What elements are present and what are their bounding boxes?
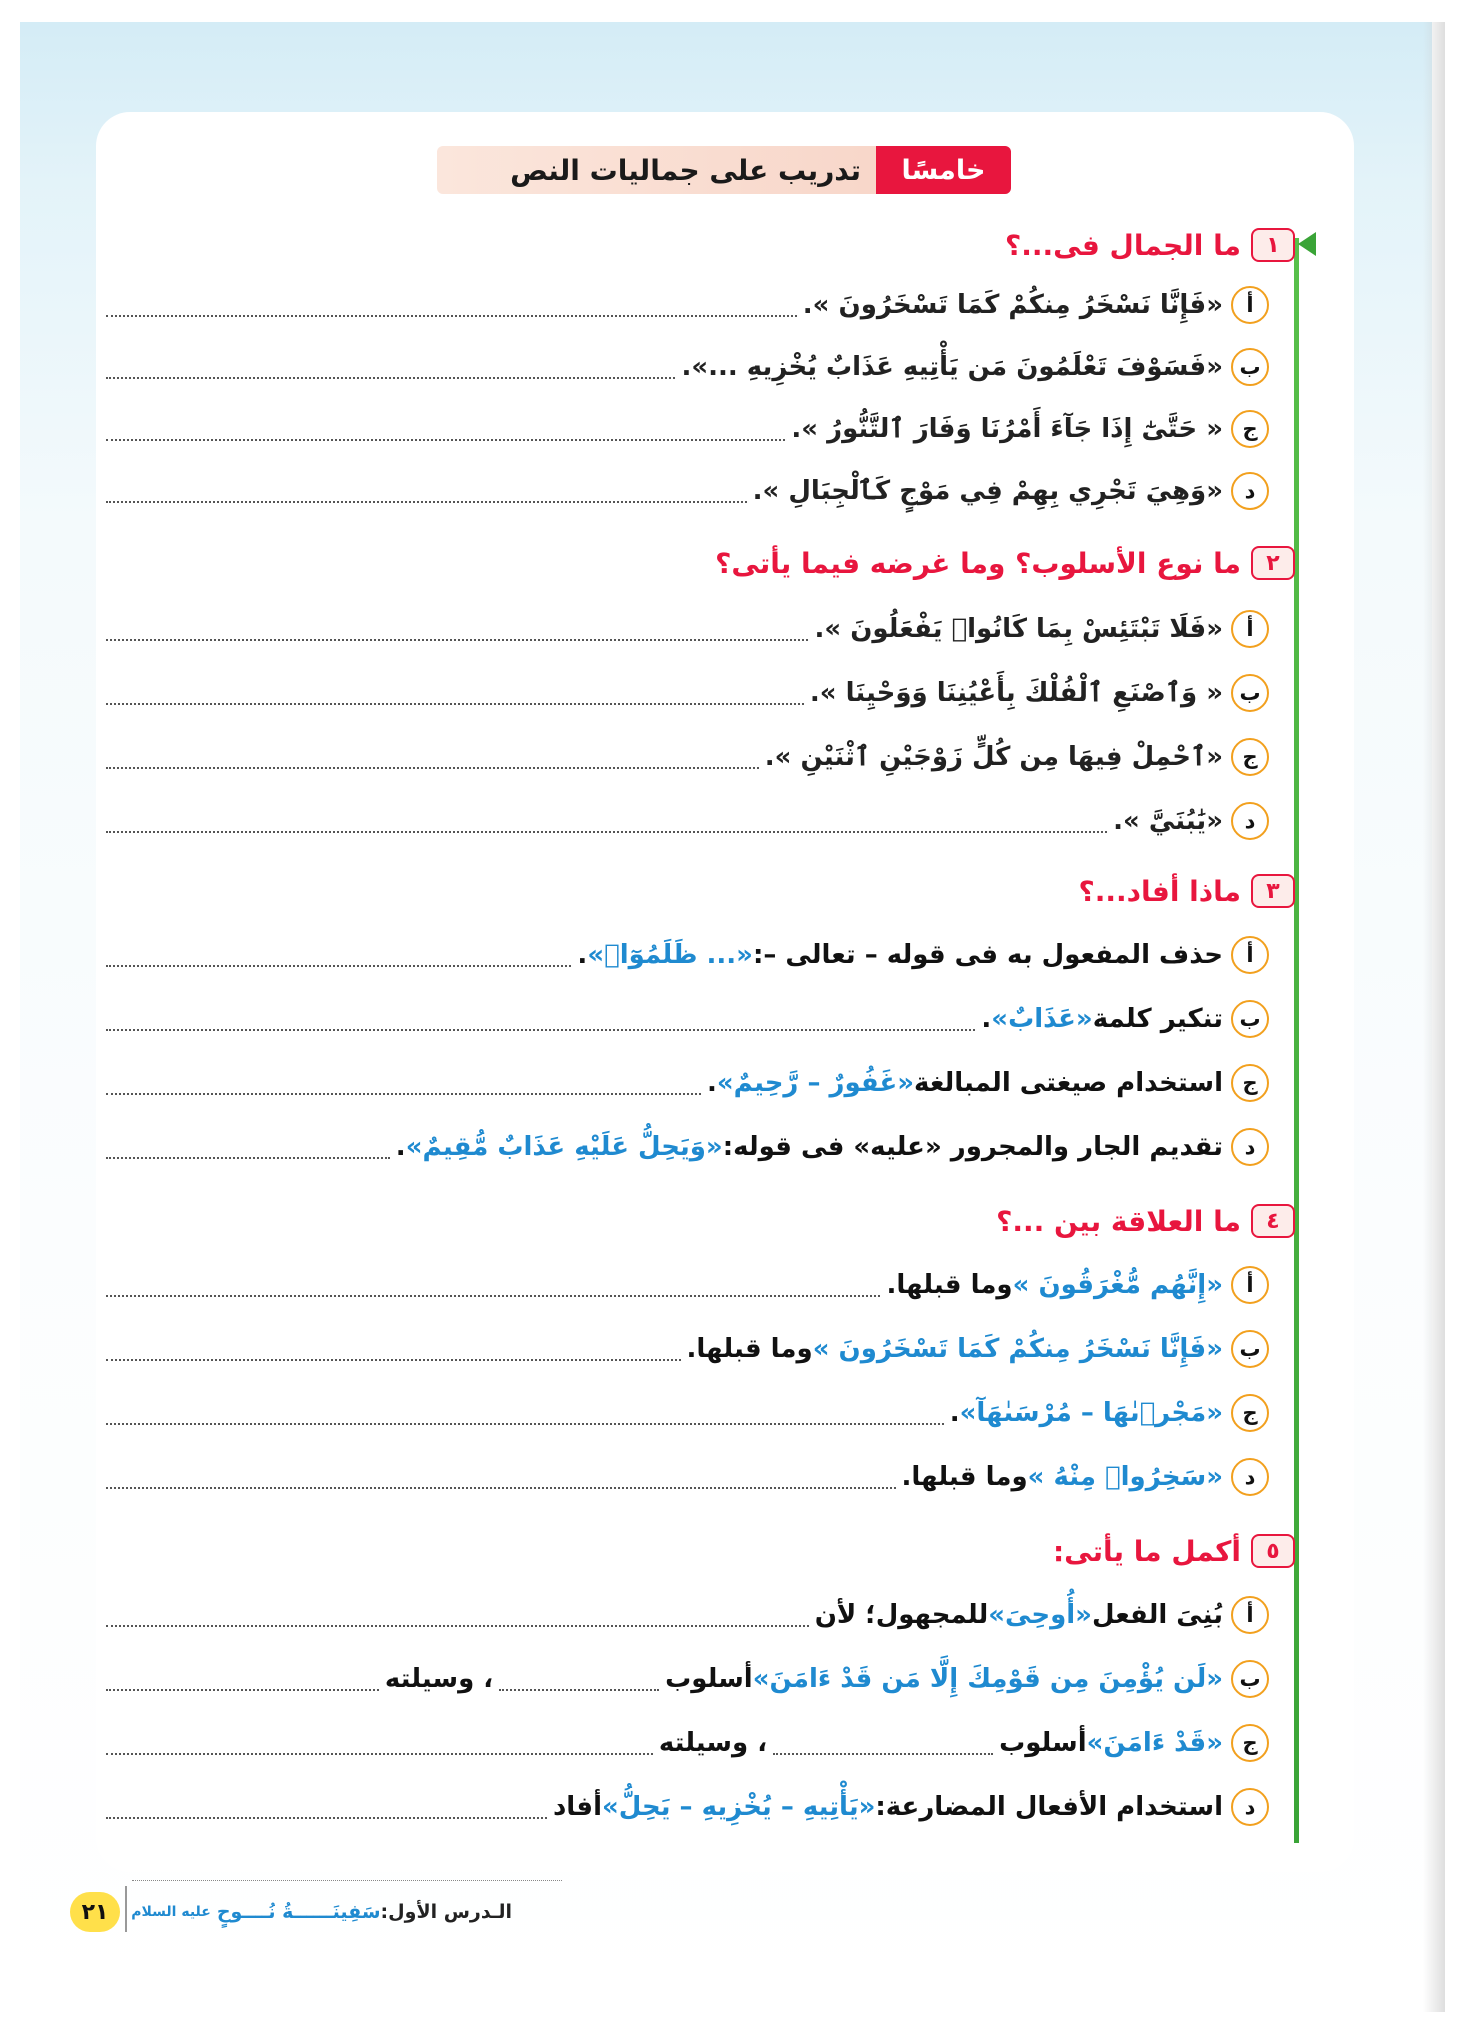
question-3-heading: [100, 866, 1295, 916]
answer-line[interactable]: [106, 1401, 944, 1425]
item-text: وما قبلها.: [886, 1270, 1013, 1300]
answer-line[interactable]: [106, 1465, 896, 1489]
answer-line[interactable]: [106, 1007, 975, 1031]
question-title: ماذا أفاد...؟: [1078, 874, 1241, 908]
q3-item-b: [100, 994, 1269, 1044]
quote-text: «قَدْ ءَامَنَ»: [1086, 1728, 1223, 1758]
q2-item-d: [100, 796, 1269, 846]
question-5-heading: [100, 1526, 1295, 1576]
answer-line-style[interactable]: [499, 1667, 659, 1691]
item-text-2: للمجهول؛ لأن: [814, 1600, 989, 1630]
quote-text: «سَخِرُوا۟ مِنْهُ »: [1027, 1462, 1223, 1492]
q5-item-a: [100, 1590, 1269, 1640]
q1-item-a: [100, 280, 1269, 330]
item-letter-badge: ب: [1231, 348, 1269, 386]
item-letter-badge: ب: [1231, 1000, 1269, 1038]
q4-item-c: [100, 1388, 1269, 1438]
item-letter-badge: ب: [1231, 1330, 1269, 1368]
question-2-heading: [100, 538, 1295, 588]
item-letter-badge: ج: [1231, 1724, 1269, 1762]
answer-line-means[interactable]: [106, 1667, 379, 1691]
item-text: تنكير كلمة: [1092, 1004, 1223, 1034]
quote-text: «لَن يُؤْمِنَ مِن قَوْمِكَ إِلَّا مَن قَدْ ءَامَنَ»: [752, 1664, 1223, 1694]
question-title: ما الجمال فى...؟: [1004, 228, 1241, 262]
answer-line[interactable]: [106, 417, 785, 441]
q2-item-b: [100, 668, 1269, 718]
margin-arrow-icon: [1298, 232, 1316, 256]
item-letter-badge: أ: [1231, 286, 1269, 324]
item-letter-badge: د: [1231, 472, 1269, 510]
quote-text: «مَجْر۪ىٰهَا – مُرْسَىٰهَآ»: [959, 1398, 1223, 1428]
item-text-2: ، وسيلته: [384, 1664, 494, 1694]
question-title: ما نوع الأسلوب؟ وما غرضه فيما يأتى؟: [715, 546, 1241, 580]
q2-item-a: [100, 604, 1269, 654]
quote-text: «فَإِنَّا نَسْخَرُ مِنكُمْ كَمَا تَسْخَرُونَ »: [812, 1334, 1223, 1364]
item-end: .: [981, 1004, 992, 1034]
q3-item-c: [100, 1058, 1269, 1108]
quote-text: «يَٰبُنَيَّ ».: [1113, 806, 1223, 836]
item-letter-badge: أ: [1231, 610, 1269, 648]
item-text: أسلوب: [665, 1664, 753, 1694]
item-letter-badge: ج: [1231, 1394, 1269, 1432]
q3-item-a: [100, 930, 1269, 980]
q5-item-c: [100, 1718, 1269, 1768]
answer-line[interactable]: [106, 355, 675, 379]
page-number: ٢١: [70, 1892, 120, 1932]
item-letter-badge: د: [1231, 1788, 1269, 1826]
answer-line[interactable]: [106, 479, 747, 503]
item-text-2: ، وسيلته: [658, 1728, 768, 1758]
item-end: .: [577, 940, 588, 970]
q4-item-a: [100, 1260, 1269, 1310]
footer-lesson: [132, 1896, 512, 1928]
section-tag: خامسًا: [876, 146, 1011, 194]
item-text: بُنِىَ الفعل: [1091, 1600, 1223, 1630]
item-end: .: [707, 1068, 717, 1098]
question-number: ٢: [1251, 546, 1295, 580]
q5-item-d: [100, 1782, 1269, 1832]
item-letter-badge: أ: [1231, 1266, 1269, 1304]
q4-item-d: [100, 1452, 1269, 1502]
quote-text: «وَيَحِلُّ عَلَيْهِ عَذَابٌ مُّقِيمٌ»: [405, 1132, 723, 1162]
question-4-heading: [100, 1196, 1295, 1246]
q1-item-d: [100, 466, 1269, 516]
answer-line[interactable]: [106, 1135, 390, 1159]
question-number: ٣: [1251, 874, 1295, 908]
question-1-heading: [100, 220, 1295, 270]
answer-line[interactable]: [106, 617, 808, 641]
lesson-title: سَفِينَــــــةُ نُــــوحٍ: [216, 1901, 381, 1923]
q1-item-c: [100, 404, 1269, 454]
footer-divider: [132, 1880, 562, 1881]
item-text: وما قبلها.: [901, 1462, 1028, 1492]
question-number: ١: [1251, 228, 1295, 262]
item-end: .: [395, 1132, 406, 1162]
item-text: حذف المفعول به فى قوله – تعالى –:: [752, 940, 1223, 970]
item-letter-badge: ج: [1231, 1064, 1269, 1102]
item-text-2: أفاد: [552, 1792, 602, 1822]
item-letter-badge: ج: [1231, 410, 1269, 448]
question-title: أكمل ما يأتى:: [1052, 1534, 1241, 1568]
answer-line[interactable]: [106, 745, 759, 769]
item-letter-badge: د: [1231, 802, 1269, 840]
item-text: استخدام الأفعال المضارعة:: [875, 1792, 1223, 1822]
quote-text: «يَأْتِيهِ – يُخْزِيهِ – يَحِلُّ»: [602, 1792, 876, 1822]
quote-text: «فَسَوْفَ تَعْلَمُونَ مَن يَأْتِيهِ عَذَابٌ يُخْزِيهِ ...».: [681, 352, 1223, 382]
page-edge-shadow: [1423, 22, 1445, 2012]
item-text: .: [949, 1398, 960, 1428]
question-number: ٤: [1251, 1204, 1295, 1238]
quote-text: «عَذَابٌ»: [991, 1004, 1093, 1034]
answer-line[interactable]: [106, 1337, 681, 1361]
lesson-honorific: عليه السلام: [131, 1904, 211, 1920]
item-letter-badge: د: [1231, 1128, 1269, 1166]
item-text: أسلوب: [999, 1728, 1087, 1758]
section-header: [437, 146, 1011, 194]
lesson-label: الـدرس الأول:: [380, 1901, 512, 1923]
answer-line-style[interactable]: [773, 1731, 993, 1755]
q1-item-b: [100, 342, 1269, 392]
quote-text: «أُوحِىَ»: [988, 1600, 1092, 1630]
quote-text: « حَتَّىٰٓ إِذَا جَآءَ أَمْرُنَا وَفَارَ ٱلتَّنُّورُ ».: [791, 414, 1223, 444]
item-letter-badge: ب: [1231, 1660, 1269, 1698]
q2-item-c: [100, 732, 1269, 782]
item-letter-badge: د: [1231, 1458, 1269, 1496]
quote-text: «وَهِيَ تَجْرِي بِهِمْ فِي مَوْجٍ كَٱلْجِبَالِ ».: [752, 476, 1223, 506]
quote-text: «فَلَا تَبْتَئِسْ بِمَا كَانُوا۟ يَفْعَلُونَ ».: [814, 614, 1223, 644]
quote-text: «غَفُورٌ – رَّحِيمٌ»: [716, 1068, 915, 1098]
question-title: ما العلاقة بين ...؟: [996, 1204, 1241, 1238]
item-text: تقديم الجار والمجرور «عليه» فى قوله:: [722, 1132, 1223, 1162]
q5-item-b: [100, 1654, 1269, 1704]
answer-line[interactable]: [106, 1795, 547, 1819]
answer-line[interactable]: [106, 681, 804, 705]
item-letter-badge: أ: [1231, 1596, 1269, 1634]
answer-line[interactable]: [106, 1071, 701, 1095]
answer-line[interactable]: [106, 943, 571, 967]
q4-item-b: [100, 1324, 1269, 1374]
item-letter-badge: أ: [1231, 936, 1269, 974]
answer-line[interactable]: [106, 1603, 809, 1627]
answer-line[interactable]: [106, 293, 797, 317]
question-number: ٥: [1251, 1534, 1295, 1568]
quote-text: «... ظَلَمُوٓا۟»: [587, 940, 753, 970]
answer-line[interactable]: [106, 1273, 880, 1297]
quote-text: « وَٱصْنَعِ ٱلْفُلْكَ بِأَعْيُنِنَا وَوَحْيِنَا ».: [809, 678, 1223, 708]
q3-item-d: [100, 1122, 1269, 1172]
margin-line: [1294, 238, 1299, 1843]
footer-separator: [125, 1886, 127, 1932]
item-text: استخدام صيغتى المبالغة: [914, 1068, 1223, 1098]
item-letter-badge: ج: [1231, 738, 1269, 776]
item-letter-badge: ب: [1231, 674, 1269, 712]
quote-text: «فَإِنَّا نَسْخَرُ مِنكُمْ كَمَا تَسْخَرُونَ ».: [802, 290, 1223, 320]
item-text: وما قبلها.: [686, 1334, 813, 1364]
quote-text: «ٱحْمِلْ فِيهَا مِن كُلٍّ زَوْجَيْنِ ٱثْنَيْنِ ».: [764, 742, 1223, 772]
section-title: تدريب على جماليات النص: [510, 153, 861, 187]
answer-line[interactable]: [106, 809, 1107, 833]
answer-line-means[interactable]: [106, 1731, 653, 1755]
quote-text: «إِنَّهُم مُّغْرَقُونَ »: [1012, 1270, 1223, 1300]
